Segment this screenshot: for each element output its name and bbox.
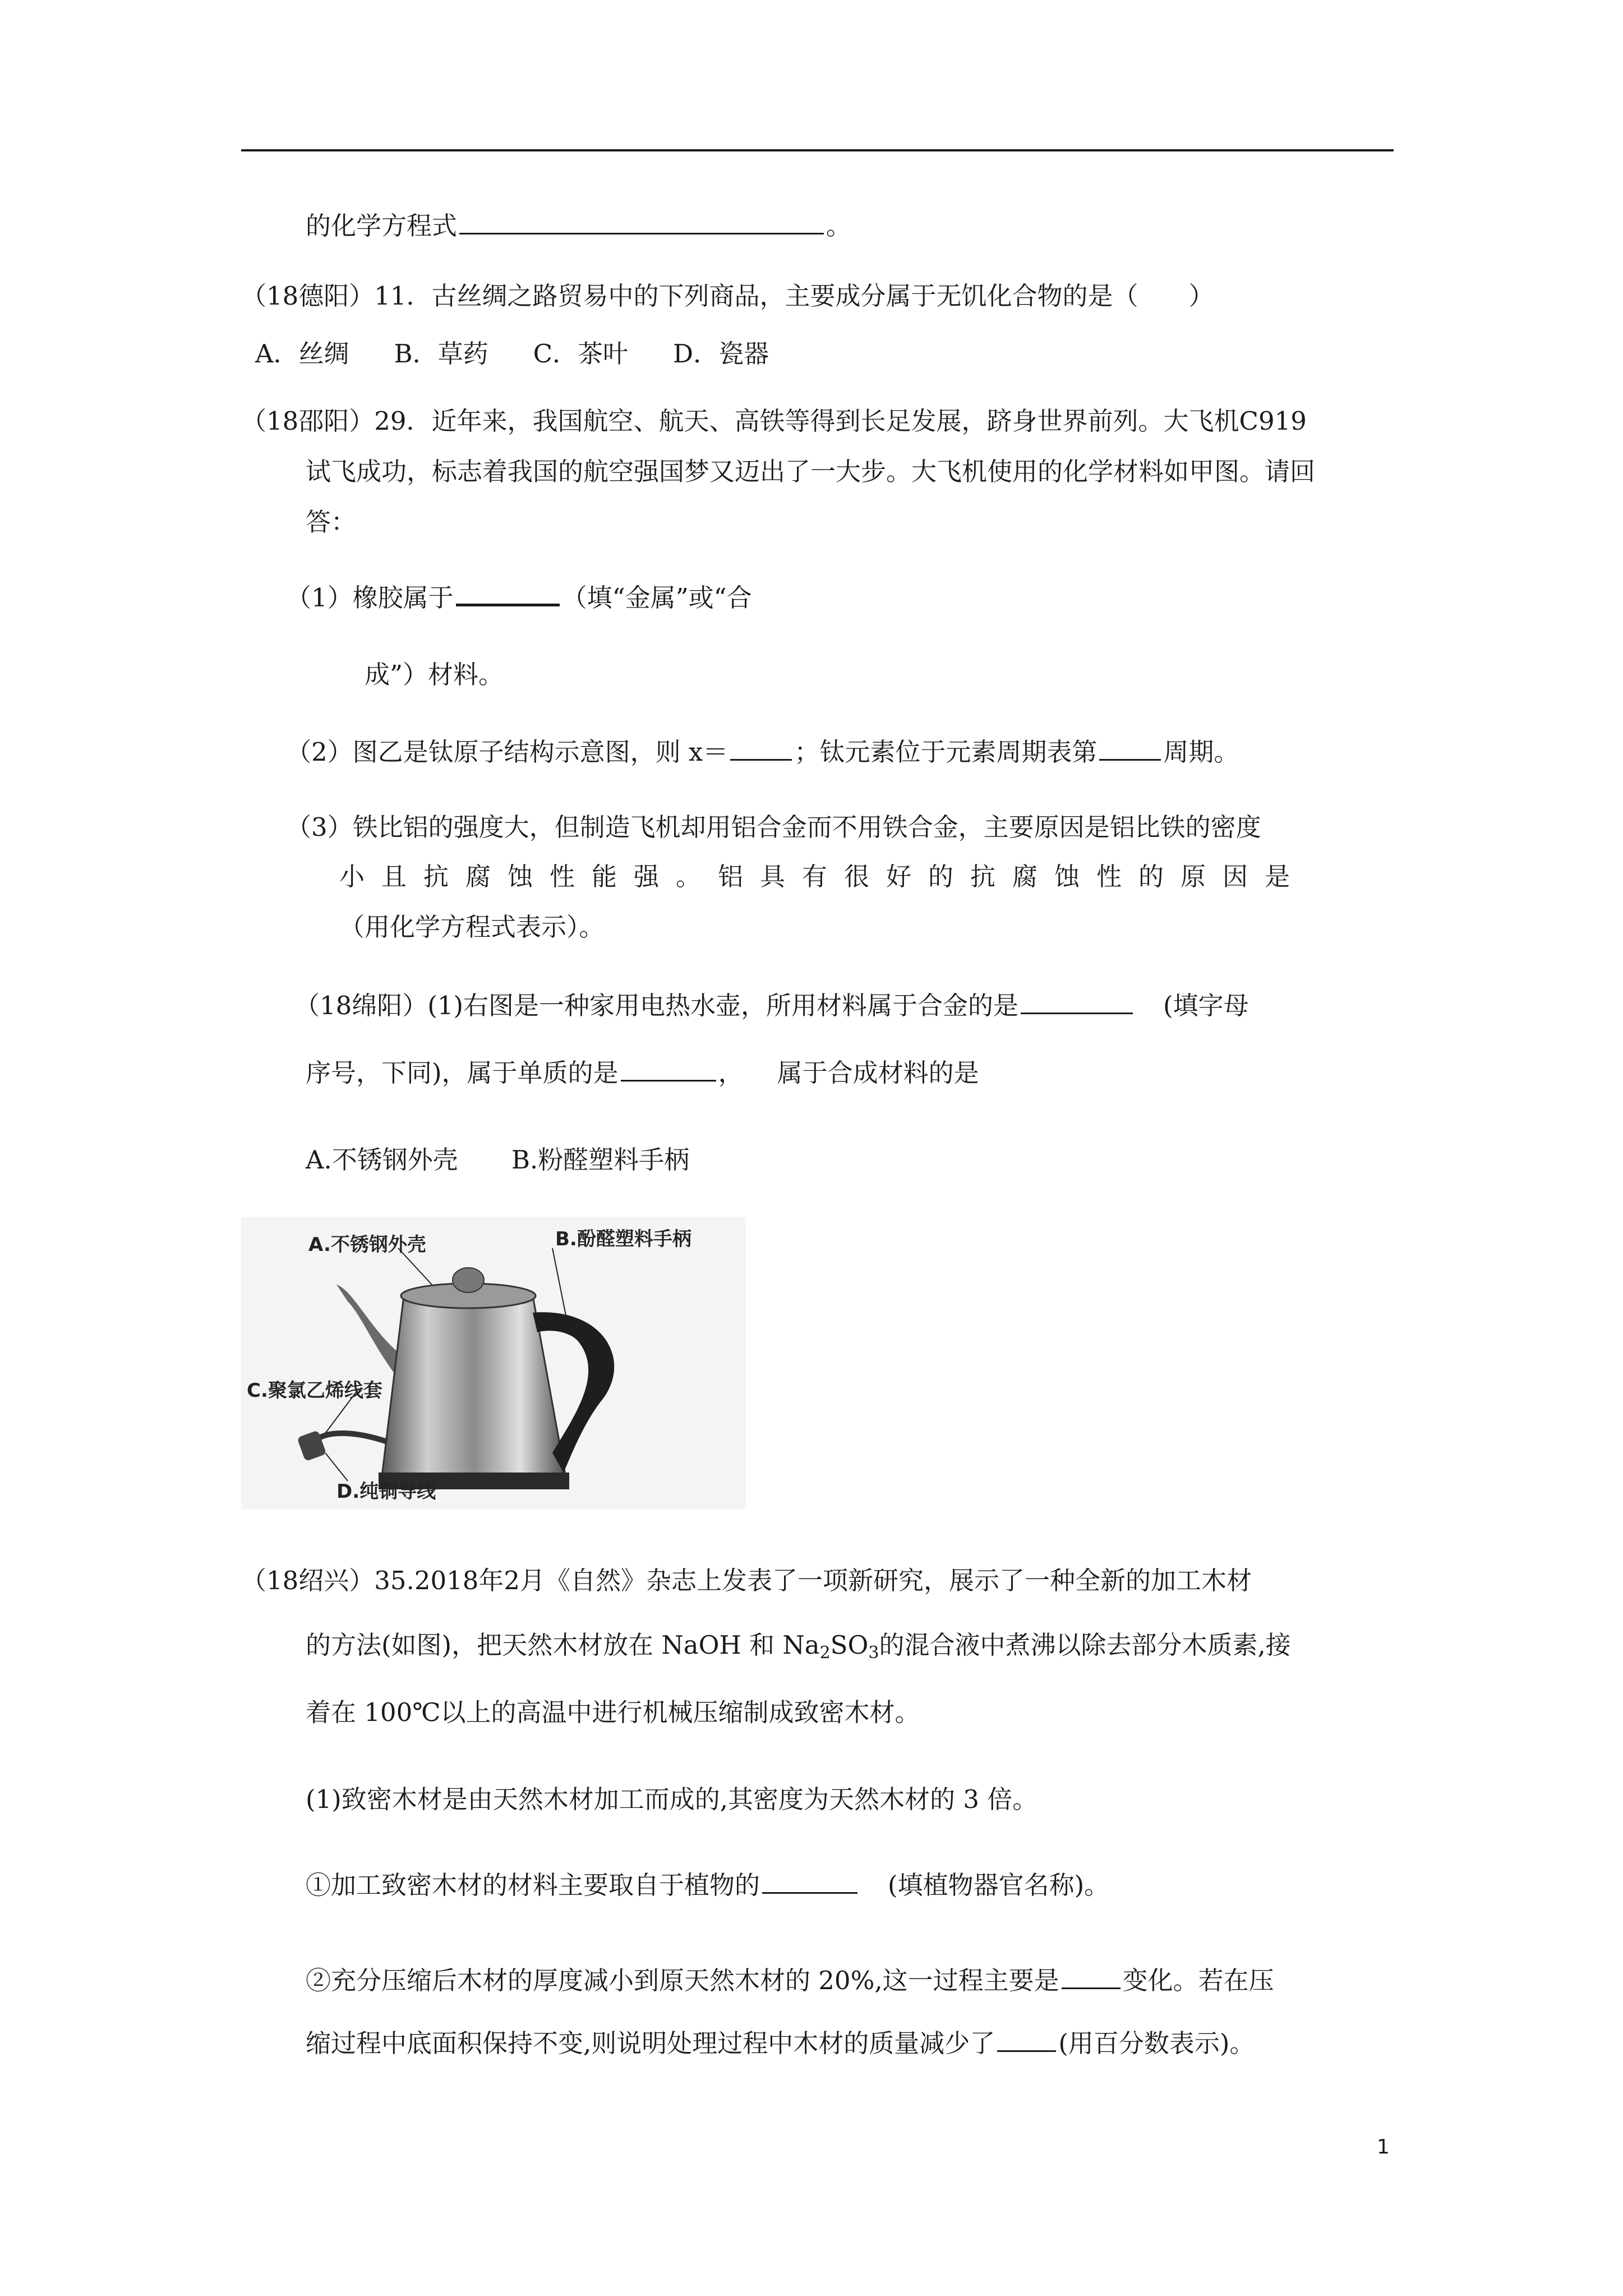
answer-blank[interactable] xyxy=(1099,740,1161,761)
question-29-part-3-line-2: 小且抗腐蚀性能强。铝具有很好的抗腐蚀性的原因是 xyxy=(339,862,1307,891)
question-35-line-3: 着在 100℃以上的高温中进行机械压缩制成致密木材。 xyxy=(306,1697,920,1727)
electric-kettle-figure xyxy=(241,1217,746,1509)
question-11-options xyxy=(255,339,814,369)
option-c[interactable]: C．茶叶 xyxy=(533,339,629,369)
option-b[interactable]: B.粉醛塑料手柄 xyxy=(511,1145,690,1175)
figure-label-c: C.聚氯乙烯线套 xyxy=(247,1379,382,1402)
option-a[interactable]: A.不锈钢外壳 xyxy=(306,1145,458,1175)
answer-blank[interactable] xyxy=(1062,1968,1121,1989)
question-35-part-1-i: ①加工致密木材的材料主要取自于植物的 (填植物器官名称)。 xyxy=(306,1870,1110,1900)
equation-line: 的化学方程式 。 xyxy=(306,211,852,241)
page-number: 1 xyxy=(1377,2136,1390,2159)
figure-label-d: D.纯铜导线 xyxy=(336,1480,436,1503)
figure-label-b: B.酚醛塑料手柄 xyxy=(555,1228,691,1250)
question-29-line-2: 试飞成功，标志着我国的航空强国梦又迈出了一大步。大飞机使用的化学材料如甲图。请回 xyxy=(306,457,1316,486)
question-29-part-1: （1）橡胶属于 （填“金属”或“合 xyxy=(286,583,752,613)
question-29-part-2: （2）图乙是钛原子结构示意图，则 x＝ ；钛元素位于元素周期表第 周期。 xyxy=(286,737,1239,767)
answer-blank[interactable] xyxy=(621,1061,716,1082)
figure-label-a: A.不锈钢外壳 xyxy=(308,1234,426,1256)
answer-blank[interactable] xyxy=(730,740,792,761)
question-35-part-1: (1)致密木材是由天然木材加工而成的,其密度为天然木材的 3 倍。 xyxy=(306,1784,1038,1814)
answer-blank[interactable] xyxy=(762,1873,857,1894)
mianyang-options xyxy=(306,1145,690,1175)
question-29-part-1-cont: 成”）材料。 xyxy=(365,660,504,689)
answer-blank[interactable] xyxy=(1021,993,1133,1014)
question-29-line-1: （18邵阳）29．近年来，我国航空、航天、高铁等得到长足发展，跻身世界前列。大飞机C919 xyxy=(241,406,1307,436)
question-35-part-1-ii-line-1: ②充分压缩后木材的厚度减小到原天然木材的 20%,这一过程主要是 变化。若在压 xyxy=(306,1966,1274,1995)
mianyang-question-line-2: 序号，下同)，属于单质的是 ， 属于合成材料的是 xyxy=(306,1058,979,1088)
option-a[interactable]: A．丝绸 xyxy=(255,339,349,369)
answer-blank[interactable] xyxy=(459,214,824,234)
question-35-part-1-ii-line-2: 缩过程中底面积保持不变,则说明处理过程中木材的质量减少了 (用百分数表示)。 xyxy=(306,2028,1255,2058)
question-29-part-3-line-1: （3）铁比铝的强度大，但制造飞机却用铝合金而不用铁合金，主要原因是铝比铁的密度 xyxy=(286,812,1261,842)
option-d[interactable]: D．瓷器 xyxy=(673,339,769,369)
question-35-line-1: （18绍兴）35.2018年2月《自然》杂志上发表了一项新研究，展示了一种全新的加工木材 xyxy=(241,1566,1252,1595)
answer-blank[interactable] xyxy=(997,2031,1056,2052)
question-29-line-3: 答： xyxy=(306,507,357,537)
option-b[interactable]: B．草药 xyxy=(394,339,488,369)
question-11: （18德阳）11．古丝绸之路贸易中的下列商品，主要成分属于无饥化合物的是（ ） xyxy=(241,281,1214,311)
question-35-line-2: 的方法(如图)，把天然木材放在 NaOH 和 $Na_2SO_3$的混合液中煮沸以除去部分木质素,接 xyxy=(306,1630,1291,1663)
mianyang-question-line-1: （18绵阳）(1)右图是一种家用电热水壶，所用材料属于合金的是 (填字母 xyxy=(294,991,1249,1020)
question-29-part-3-line-3: （用化学方程式表示）。 xyxy=(339,912,605,942)
answer-blank[interactable] xyxy=(456,585,560,606)
header-rule xyxy=(241,149,1394,151)
